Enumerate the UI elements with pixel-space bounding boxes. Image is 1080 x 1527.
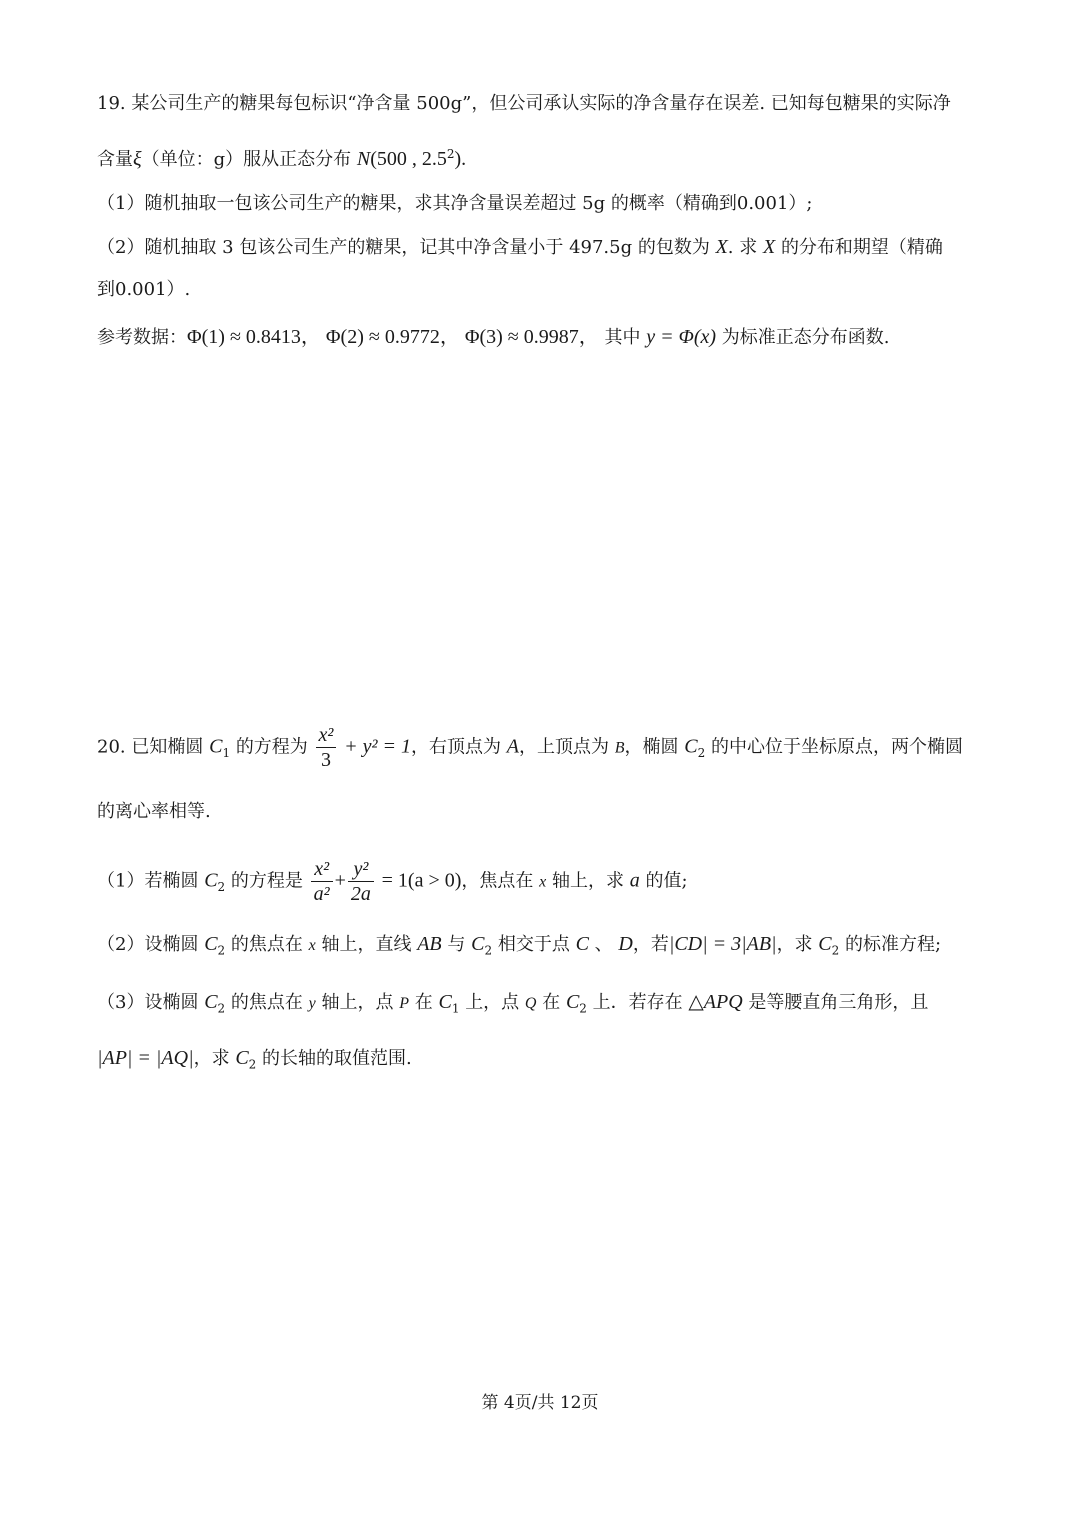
q20-part-3-line-1: （3）设椭圆 $C_2$ 的焦点在 y 轴上，点 P 在 $C_1$ 上，点 Q 在 $C_2$ 上．若存在 △APQ 是等腰直角三角形，且 [97, 991, 929, 1016]
page-number-footer: 第 4页/共 12页 [481, 1393, 599, 1413]
normal-cdf: y = Φ(x) [646, 326, 717, 348]
condition-cd-ab: |CD| = 3|AB| [668, 933, 777, 955]
fraction-x2-over-a2: $\frac{\text{x²}}{\text{a²}}$ [311, 858, 333, 905]
fraction-x2-over-3: $\frac{\text{x²}}{3}$ [316, 724, 337, 771]
dist-params: (500 , 2.5 [370, 148, 447, 170]
reference-values: Φ(1) ≈ 0.8413， Φ(2) ≈ 0.9772， Φ(3) ≈ 0.9987， [187, 326, 599, 348]
q20-part-3-line-2: |AP| = |AQ|，求 $C_2$ 的长轴的取值范围. [97, 1047, 412, 1072]
xi-symbol: ξ [133, 148, 142, 170]
q19-line-1: 19. 某公司生产的糖果每包标识“净含量 500g”，但公司承认实际的净含量存在误差. 已知每包糖果的实际净 [97, 93, 951, 114]
q20-line-1: 20. 已知椭圆 $C_1$ 的方程为 $\frac{\text{x²}}{3}$ + y² = 1，右顶点为 A，上顶点为 B，椭圆 $C_2$ 的中心位于坐标原点，两个椭圆 [97, 724, 963, 771]
q19-part-2-line-1: （2）随机抽取 3 包该公司生产的糖果，记其中净含量小于 497.5g 的包数为 X. 求 X 的分布和期望（精确 [97, 236, 943, 258]
q19-line-2: 含量ξ（单位：g）服从正态分布 N(500 , $2.5^2$). [97, 147, 467, 170]
q20-part-2: （2）设椭圆 $C_2$ 的焦点在 x 轴上，直线 AB 与 $C_2$ 相交于点 C 、 D，若|CD| = 3|AB|，求 $C_2$ 的标准方程; [97, 933, 942, 958]
condition-ap-aq: |AP| = |AQ| [97, 1047, 194, 1069]
dist-N: N [356, 148, 371, 170]
q20-line-2: 的离心率相等. [97, 801, 211, 822]
triangle-apq: △APQ [688, 991, 743, 1013]
q19-part-2-line-2: 到0.001）. [97, 279, 191, 300]
q19-reference-data: 参考数据：Φ(1) ≈ 0.8413， Φ(2) ≈ 0.9772， Φ(3) ≈ 0.9987， 其中 y = Φ(x) 为标准正态分布函数. [97, 326, 890, 348]
q19-part-1: （1）随机抽取一包该公司生产的糖果，求其净含量误差超过 5g 的概率（精确到0.001）; [97, 193, 813, 214]
q20-part-1: （1）若椭圆 $C_2$ 的方程是 $\frac{\text{x²}}{\text{a²}}$ + $\frac{\text{y²}}{2a}$ = 1(a > 0)，焦点在 x 轴上，求 a 的值; [97, 858, 688, 905]
fraction-y2-over-2a: $\frac{\text{y²}}{2a}$ [348, 858, 374, 905]
